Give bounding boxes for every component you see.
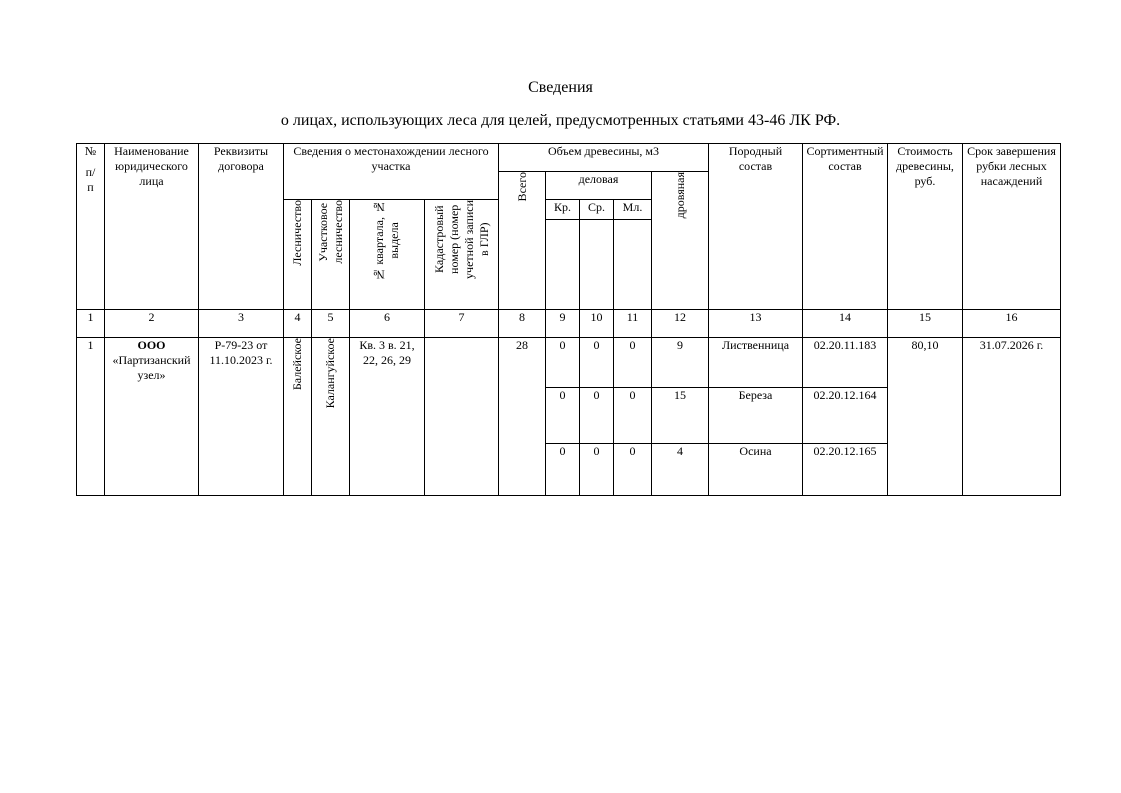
column-numbers-row xyxy=(77,310,1061,338)
header-deadline: Срок завершения рубки лесных насаждений xyxy=(963,144,1061,310)
record-deadline: 31.07.2026 г. xyxy=(963,338,1061,496)
header-medium-space xyxy=(580,220,614,310)
record-total: 28 xyxy=(499,338,546,496)
header-assortment: Сортиментный состав xyxy=(803,144,888,310)
header-small-space xyxy=(614,220,652,310)
column-number: 3 xyxy=(199,310,284,338)
record-species: Осина xyxy=(709,444,803,496)
column-number: 15 xyxy=(888,310,963,338)
column-number: 8 xyxy=(499,310,546,338)
header-district-forestry: Участковое лесничество xyxy=(312,200,350,310)
column-number: 7 xyxy=(425,310,499,338)
record-species: Береза xyxy=(709,388,803,444)
header-number: № п/ п xyxy=(77,144,105,310)
record-assortment-code: 02.20.12.165 xyxy=(803,444,888,496)
column-number: 11 xyxy=(614,310,652,338)
header-large: Кр. xyxy=(546,200,580,220)
header-cost: Стоимость древесины, руб. xyxy=(888,144,963,310)
column-number: 16 xyxy=(963,310,1061,338)
header-volume-group: Объем древесины, м3 xyxy=(499,144,709,172)
record-firewood: 4 xyxy=(652,444,709,496)
column-number: 12 xyxy=(652,310,709,338)
record-large: 0 xyxy=(546,444,580,496)
column-number: 13 xyxy=(709,310,803,338)
column-number: 4 xyxy=(284,310,312,338)
header-location-group: Сведения о местонахождении лесного участка xyxy=(284,144,499,200)
column-number: 2 xyxy=(105,310,199,338)
record-large: 0 xyxy=(546,338,580,388)
record-org-name: ООО «Партизанский узел» xyxy=(105,338,199,496)
header-forestry: Лесничество xyxy=(284,200,312,310)
column-number: 1 xyxy=(77,310,105,338)
record-quarter: Кв. 3 в. 21, 22, 26, 29 xyxy=(350,338,425,496)
header-contract: Реквизиты договора xyxy=(199,144,284,310)
header-quarter: № квартала, № выдела xyxy=(350,200,425,310)
column-number: 6 xyxy=(350,310,425,338)
column-number: 10 xyxy=(580,310,614,338)
record-medium: 0 xyxy=(580,388,614,444)
header-medium: Ср. xyxy=(580,200,614,220)
record-cadastral xyxy=(425,338,499,496)
record-cost: 80,10 xyxy=(888,338,963,496)
header-species: Породный состав xyxy=(709,144,803,310)
record-firewood: 15 xyxy=(652,388,709,444)
record-contract: Р-79-23 от 11.10.2023 г. xyxy=(199,338,284,496)
record-firewood: 9 xyxy=(652,338,709,388)
column-number: 14 xyxy=(803,310,888,338)
header-large-space xyxy=(546,220,580,310)
record-forestry: Балейское xyxy=(284,338,312,496)
record-assortment-code: 02.20.11.183 xyxy=(803,338,888,388)
header-firewood: дровяная xyxy=(652,172,709,310)
document-subtitle: о лицах, использующих леса для целей, предусмотренных статьями 43-46 ЛК РФ. xyxy=(280,112,841,129)
record-small: 0 xyxy=(614,388,652,444)
timber-usage-table xyxy=(76,143,1061,496)
record-medium: 0 xyxy=(580,338,614,388)
header-row xyxy=(77,144,1061,172)
header-cadastral: Кадастровый номер (номер учетной записи в ГЛР) xyxy=(425,200,499,310)
record-large: 0 xyxy=(546,388,580,444)
record-medium: 0 xyxy=(580,444,614,496)
header-business: деловая xyxy=(546,172,652,200)
header-org-name: Наименование юридического лица xyxy=(105,144,199,310)
header-total: Всего xyxy=(499,172,546,310)
record-assortment-code: 02.20.12.164 xyxy=(803,388,888,444)
document-title: Сведения xyxy=(528,79,593,96)
column-number: 9 xyxy=(546,310,580,338)
record-number: 1 xyxy=(77,338,105,496)
record-small: 0 xyxy=(614,444,652,496)
record-small: 0 xyxy=(614,338,652,388)
header-small: Мл. xyxy=(614,200,652,220)
record-species: Лиственница xyxy=(709,338,803,388)
table-row xyxy=(77,338,1061,388)
column-number: 5 xyxy=(312,310,350,338)
record-district-forestry: Калангуйское xyxy=(312,338,350,496)
